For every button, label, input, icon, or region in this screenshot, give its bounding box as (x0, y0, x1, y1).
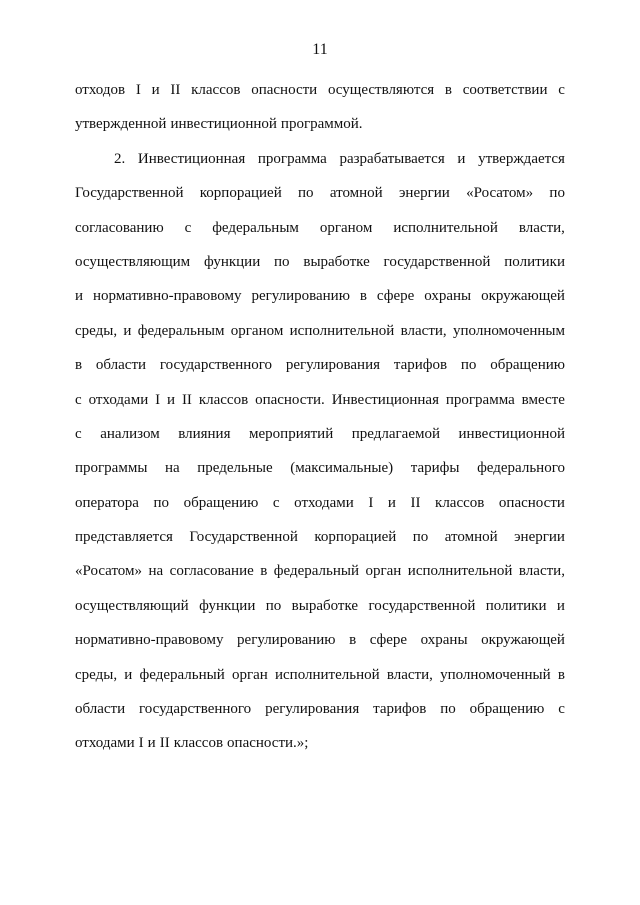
text-line (75, 142, 565, 176)
body-text (75, 73, 565, 761)
word: орган (231, 666, 268, 683)
word: вместе (521, 391, 565, 408)
word: классов (435, 494, 485, 511)
word: и (556, 597, 565, 614)
word: утвержденной (75, 116, 167, 133)
word: соответствии (462, 82, 548, 98)
word: предлагаемой (351, 425, 440, 442)
word: с (184, 219, 192, 236)
word: разрабатывается (339, 150, 445, 167)
word: по (153, 494, 170, 511)
word: обращению (469, 701, 545, 718)
text-line (75, 348, 565, 382)
word: анализом (100, 425, 160, 442)
word: охраны (420, 632, 468, 649)
word: власти, (518, 563, 565, 580)
word: органом (319, 219, 373, 236)
word: по (549, 185, 565, 202)
text-line (75, 176, 565, 210)
word: федеральным (137, 322, 225, 339)
word: и (123, 322, 132, 339)
word: власти, (386, 666, 433, 683)
word: согласование (169, 563, 254, 580)
word: государственной (368, 597, 476, 614)
word: государственного (159, 357, 273, 374)
word: отходами (75, 735, 135, 752)
text-line (75, 486, 565, 520)
word: «Росатом» (75, 563, 143, 580)
word: в (349, 632, 357, 649)
text-line (75, 211, 565, 245)
word: II (410, 494, 421, 511)
word: отходов (75, 82, 126, 98)
word: классов (173, 735, 224, 752)
word: влияния (178, 425, 231, 442)
word: инвестиционной (170, 116, 277, 133)
text-line (75, 73, 565, 107)
word: исполнительной (393, 219, 498, 236)
word: государственной (383, 253, 491, 270)
word: опасности (498, 494, 565, 511)
word: осуществляющий (75, 597, 189, 614)
word: функции (199, 597, 256, 614)
word: классов (191, 82, 241, 98)
word: отходами (294, 494, 354, 511)
word: функции (203, 253, 261, 270)
word: федерального (477, 460, 565, 477)
word: с (558, 82, 565, 98)
word: программы (75, 460, 148, 477)
word: федеральный (139, 666, 225, 683)
word: на (148, 563, 164, 580)
word: в (75, 357, 83, 374)
word: оператора (75, 494, 139, 511)
word: опасности (251, 82, 318, 98)
word: регулированию (237, 632, 336, 649)
text-line (75, 279, 565, 313)
word: тарифы (410, 460, 460, 477)
word: по (274, 253, 290, 270)
word: I (368, 494, 374, 511)
word: инвестиционной (458, 425, 565, 442)
word: II (181, 391, 192, 408)
word: Государственной (75, 185, 184, 202)
word: области (75, 701, 126, 718)
text-line (75, 520, 565, 554)
word: федеральный (273, 563, 360, 580)
text-line (75, 623, 565, 657)
word: в (359, 288, 367, 305)
word: федеральным (212, 219, 299, 236)
word: осуществляющим (75, 253, 191, 270)
text-line (75, 383, 565, 417)
word: сфере (369, 632, 408, 649)
word: государственного (139, 701, 252, 718)
word: тарифов (393, 357, 448, 374)
word: II (159, 735, 170, 752)
word: I (138, 735, 144, 752)
word: II (170, 82, 181, 98)
word: обращению (490, 357, 565, 374)
text-line (75, 107, 565, 141)
word: регулированию (251, 288, 350, 305)
word: с (75, 425, 82, 442)
word: тарифов (373, 701, 427, 718)
page-number: 11 (312, 41, 328, 58)
word: осуществляются (327, 82, 435, 98)
word: уполномоченным (453, 322, 565, 339)
word: программа (445, 391, 515, 408)
word: энергии (398, 185, 450, 202)
word: Инвестиционная (137, 150, 246, 167)
word: энергии (514, 529, 565, 546)
word: и (147, 735, 156, 752)
word: по (298, 185, 314, 202)
word: и (75, 288, 84, 305)
word: нормативно-правовому (75, 632, 224, 649)
word: и (167, 391, 176, 408)
text-line (75, 589, 565, 623)
word: охраны (424, 288, 472, 305)
word: опасности.»; (227, 735, 309, 752)
word: I (135, 82, 141, 98)
word: окружающей (481, 632, 565, 649)
word: с (558, 701, 565, 718)
text-line (75, 726, 565, 760)
word: органом (230, 322, 284, 339)
word: сфере (376, 288, 415, 305)
word: «Росатом» (466, 185, 534, 202)
word: корпорацией (314, 529, 397, 546)
word: в (557, 666, 565, 683)
word: среды, (75, 666, 118, 683)
word: выработке (303, 253, 370, 270)
text-line (75, 554, 565, 588)
word: среды, (75, 322, 118, 339)
word: власти, (400, 322, 447, 339)
word: 2. (114, 150, 126, 167)
word: области (95, 357, 147, 374)
word: и (151, 82, 160, 98)
word: с (75, 391, 82, 408)
word: с (272, 494, 280, 511)
text-line (75, 692, 565, 726)
word: по (412, 529, 429, 546)
word: представляется (75, 529, 173, 546)
word: власти, (518, 219, 565, 236)
word: и (387, 494, 396, 511)
word: утверждается (478, 150, 565, 167)
word: обращению (183, 494, 259, 511)
word: программой. (280, 116, 363, 133)
text-line (75, 417, 565, 451)
word: согласованию (75, 219, 164, 236)
word: на (165, 460, 180, 477)
text-line (75, 245, 565, 279)
word: и (457, 150, 466, 167)
text-line (75, 658, 565, 692)
word: политики (504, 253, 565, 270)
word: классов (198, 391, 249, 408)
word: исполнительной (289, 322, 395, 339)
word: мероприятий (249, 425, 334, 442)
word: атомной (329, 185, 383, 202)
word: в (260, 563, 268, 580)
word: орган (365, 563, 402, 580)
word: исполнительной (274, 666, 380, 683)
word: (максимальные) (290, 460, 394, 477)
word: нормативно-правовому (92, 288, 242, 305)
word: программа (257, 150, 327, 167)
word: регулирования (285, 357, 381, 374)
word: выработке (291, 597, 359, 614)
word: Инвестиционная (331, 391, 439, 408)
word: регулирования (265, 701, 360, 718)
text-line (75, 451, 565, 485)
text-line (75, 314, 565, 348)
word: уполномоченный (440, 666, 551, 683)
word: I (155, 391, 161, 408)
word: и (124, 666, 133, 683)
word: окружающей (481, 288, 565, 305)
word: атомной (444, 529, 498, 546)
word: Государственной (189, 529, 298, 546)
word: предельные (197, 460, 273, 477)
word: по (440, 701, 456, 718)
word: опасности. (255, 391, 325, 408)
word: исполнительной (407, 563, 513, 580)
word: политики (485, 597, 547, 614)
word: отходами (88, 391, 149, 408)
word: по (460, 357, 477, 374)
word: в (444, 82, 452, 98)
word: корпорацией (199, 185, 282, 202)
word: по (265, 597, 282, 614)
